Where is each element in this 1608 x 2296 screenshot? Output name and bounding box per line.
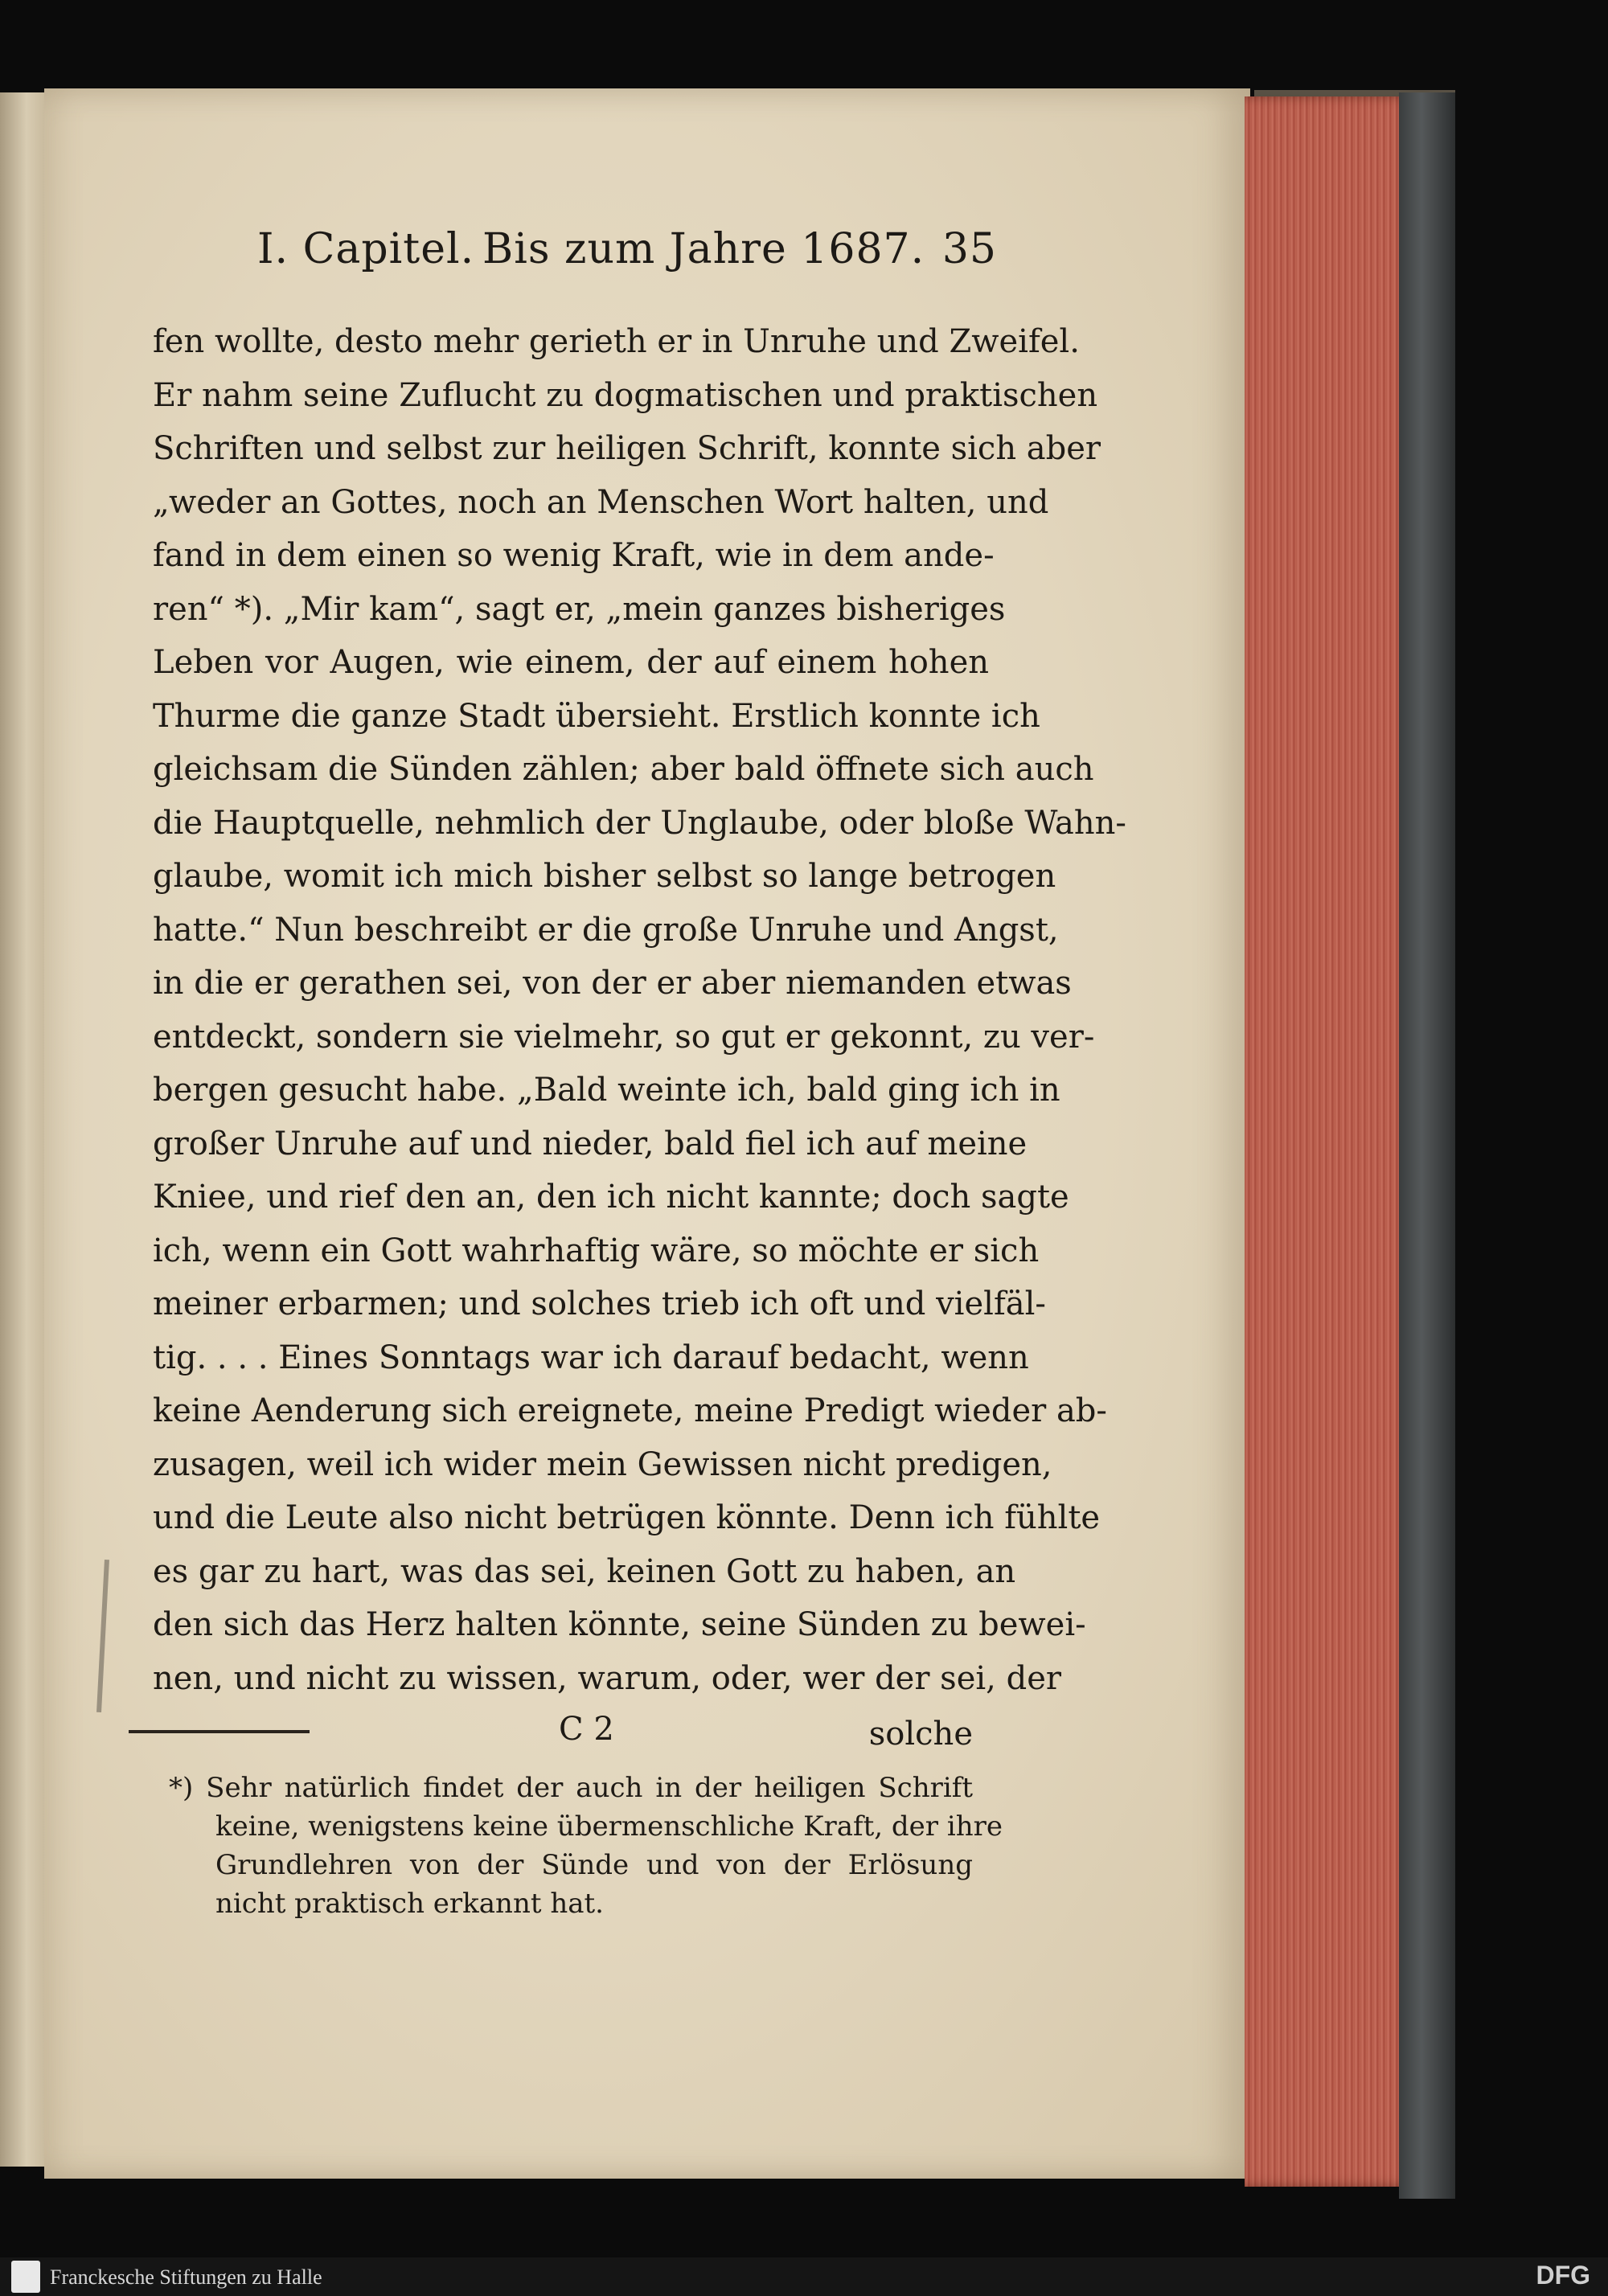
text-line: „weder an Gottes, noch an Menschen Wort halten, und: [153, 483, 1049, 521]
text-line: Leben vor Augen, wie einem, der auf einem hohen: [153, 644, 989, 681]
text-line: tig. . . . Eines Sonntags war ich darauf bedacht, wenn: [153, 1339, 1029, 1376]
institution-name: Franckesche Stiftungen zu Halle: [50, 2265, 322, 2289]
dfg-logo: DFG: [1536, 2261, 1590, 2290]
page-number: 35: [941, 225, 997, 273]
text-line: in die er gerathen sei, von der er aber niemanden etwas: [153, 965, 1072, 1002]
text-line: großer Unruhe auf und nieder, bald fiel ich auf meine: [153, 1125, 1028, 1162]
running-head: [257, 225, 997, 281]
text-line: Kniee, und rief den an, den ich nicht kannte; doch sagte: [153, 1179, 1069, 1216]
page-footer-row: [129, 1711, 973, 1767]
text-line: Thurme die ganze Stadt übersieht. Erstlich konnte ich: [153, 697, 1040, 735]
text-line: und die Leute also nicht betrügen könnte. Denn ich fühlte: [153, 1499, 1101, 1536]
body-text: [153, 315, 1126, 1705]
text-line: ich, wenn ein Gott wahrhaftig wäre, so möchte er sich: [153, 1232, 1040, 1269]
catchword: solche: [868, 1716, 973, 1753]
text-line: Schriften und selbst zur heiligen Schrift, konnte sich aber: [153, 430, 1101, 467]
footnote-line: keine, wenigstens keine übermenschliche Kraft, der ihre: [215, 1810, 1003, 1843]
text-line: nen, und nicht zu wissen, warum, oder, wer der sei, der: [153, 1659, 1061, 1697]
text-line: Er nahm seine Zuflucht zu dogmatischen und praktischen: [153, 376, 1098, 414]
text-line: gleichsam die Sünden zählen; aber bald öffnete sich auch: [153, 751, 1094, 788]
text-line: meiner erbarmen; und solches trieb ich oft und vielfäl-: [153, 1285, 1046, 1322]
page-block-edges: [1245, 96, 1413, 2187]
institution-logo-icon: [11, 2261, 40, 2293]
footnote: [169, 1769, 1003, 1923]
text-line: es gar zu hart, was das sei, keinen Gott zu haben, an: [153, 1552, 1016, 1590]
text-line: ren“ *). „Mir kam“, sagt er, „mein ganzes bisheriges: [153, 590, 1006, 628]
text-line: bergen gesucht habe. „Bald weinte ich, bald ging ich in: [153, 1072, 1060, 1109]
book-cover-spine: [1399, 92, 1455, 2199]
text-line: fen wollte, desto mehr gerieth er in Unruhe und Zweifel.: [153, 323, 1080, 360]
chapter-label: I. Capitel.: [257, 225, 475, 273]
section-title: Bis zum Jahre 1687.: [482, 225, 925, 273]
footnote-line: nicht praktisch erkannt hat.: [215, 1888, 604, 1920]
text-line: zusagen, weil ich wider mein Gewissen nicht predigen,: [153, 1445, 1052, 1483]
text-line: glaube, womit ich mich bisher selbst so lange betrogen: [153, 858, 1056, 895]
footnote-line: *) Sehr natürlich findet der auch in der heiligen Schrift: [169, 1772, 973, 1804]
text-line: die Hauptquelle, nehmlich der Unglaube, oder bloße Wahn-: [153, 804, 1126, 842]
text-line: hatte.“ Nun beschreibt er die große Unruhe und Angst,: [153, 911, 1059, 949]
text-line: fand in dem einen so wenig Kraft, wie in dem ande-: [153, 537, 995, 574]
text-line: keine Aenderung sich ereignete, meine Predigt wieder ab-: [153, 1392, 1107, 1429]
facing-page-edge: [0, 92, 44, 2167]
signature-mark: C 2: [559, 1711, 614, 1748]
text-line: den sich das Herz halten könnte, seine Sünden zu bewei-: [153, 1606, 1086, 1643]
footnote-rule: [129, 1730, 310, 1733]
footnote-line: Grundlehren von der Sünde und von der Erlösung: [215, 1849, 973, 1881]
text-line: entdeckt, sondern sie vielmehr, so gut er gekonnt, zu ver-: [153, 1018, 1095, 1056]
